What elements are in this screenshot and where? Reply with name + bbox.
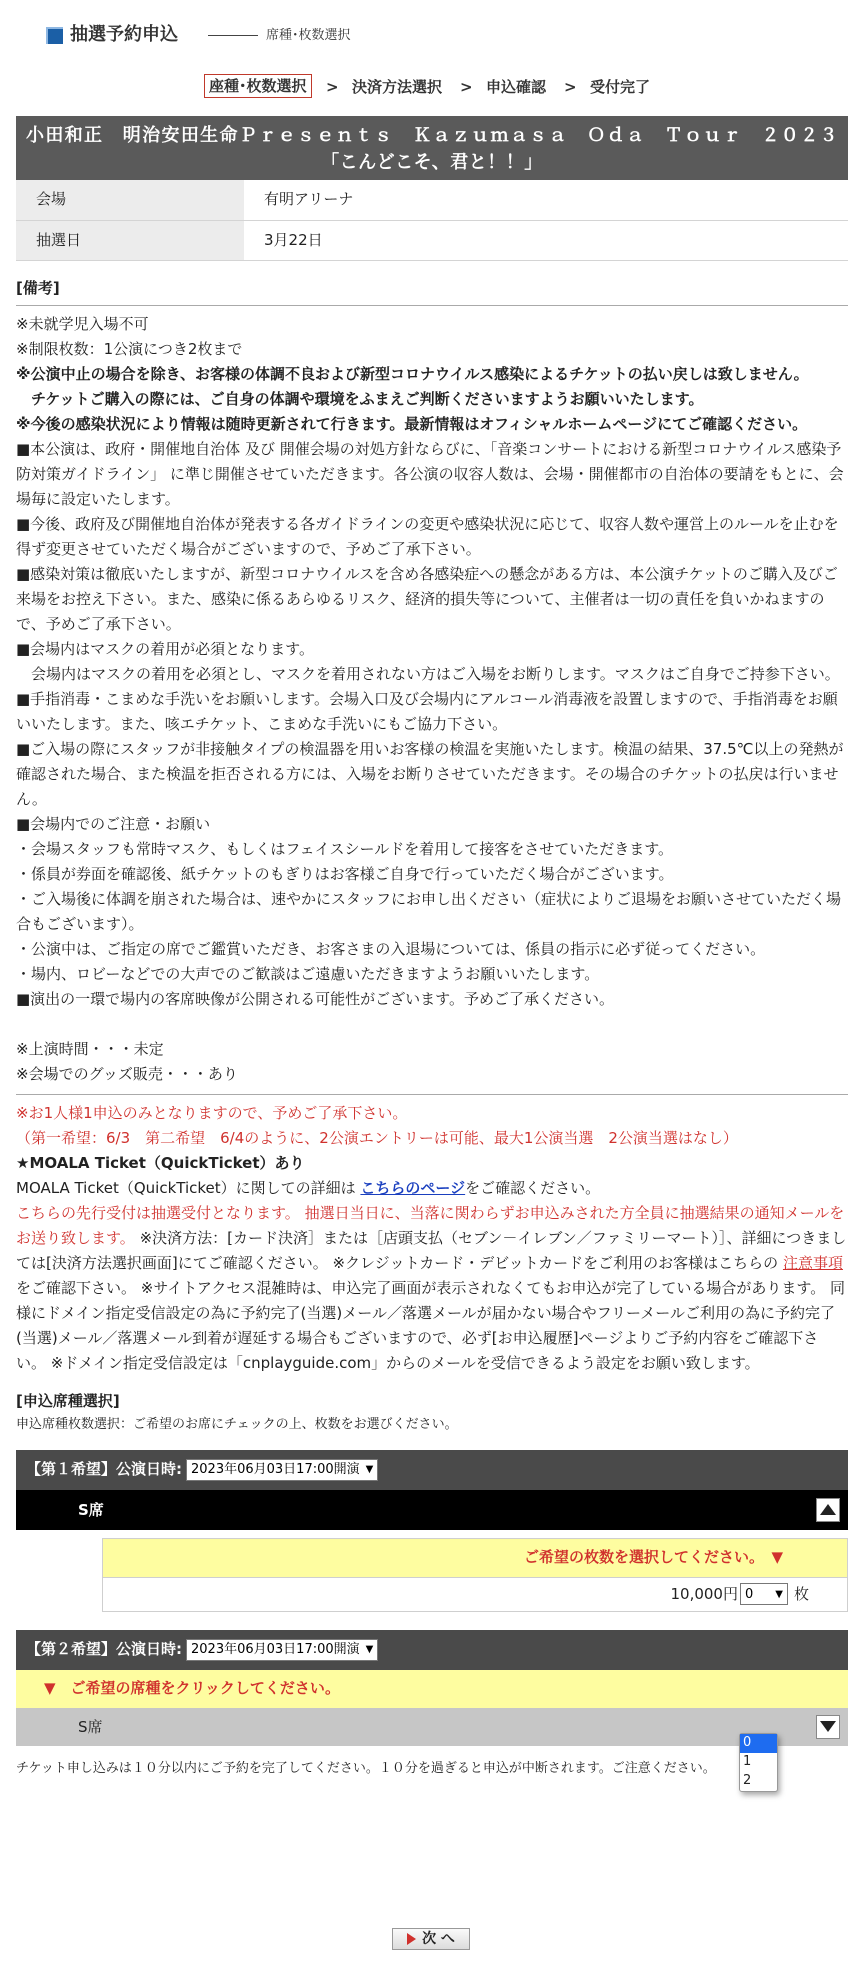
next-button-label: 次 へ bbox=[422, 1930, 455, 1947]
qty-dropdown-list bbox=[739, 1733, 778, 1792]
event-title-line1: 小田和正 明治安田生命Ｐｒｅｓｅｎｔｓ Ｋａｚｕｍａｓａ Ｏｄａ Ｔｏｕｒ ２０２３ bbox=[26, 125, 838, 146]
chevron-down-icon: ▼ bbox=[775, 1588, 783, 1600]
remark-line: ■今後、政府及び開催地自治体が発表する各ガイドラインの変更や感染状況に応じて、収容人数や運営上のルールを止むを得ず変更させていただく場合がございますので、予めご了承下さい。 bbox=[16, 514, 839, 558]
hope1-qty-prompt: ご希望の枚数を選択してください。 ▼ bbox=[103, 1539, 847, 1577]
notice-block bbox=[16, 1101, 848, 1376]
hope1-qty-unit: 枚 bbox=[793, 1584, 809, 1603]
remark-line: ※会場でのグッズ販売・・・あり bbox=[16, 1064, 238, 1083]
remark-line: ■会場内でのご注意・お願い bbox=[16, 814, 211, 833]
hope1-price: 10,000円 bbox=[670, 1584, 738, 1603]
hope1-date-select[interactable] bbox=[186, 1459, 378, 1481]
hope2-seat-row[interactable] bbox=[16, 1708, 848, 1746]
moala-heading: ★MOALA Ticket（QuickTicket）あり bbox=[16, 1153, 305, 1172]
remark-line: ■手指消毒・こまめな手洗いをお願いします。会場入口及び会場内にアルコール消毒液を設置しますので、手指消毒をお願いいたします。また、咳エチケット、こまめな手洗いにもご協力下さい。 bbox=[16, 689, 838, 733]
step-indicator bbox=[16, 74, 848, 104]
hope1-qty-value: 0 bbox=[744, 1586, 754, 1602]
step-item: 申込確認 bbox=[486, 78, 547, 96]
lottery-notice bbox=[16, 1201, 848, 1376]
table-row bbox=[16, 180, 848, 220]
moala-detail-post: をご確認ください。 bbox=[465, 1178, 601, 1197]
remark-line: ・ご入場後に体調を崩された場合は、速やかにスタッフにお申し出ください（症状によりご退場をお願いさせていただく場合もございます）。 bbox=[16, 889, 842, 933]
hope1-qty-select[interactable] bbox=[740, 1583, 788, 1605]
payment-notice-post: をご確認下さい。 ※サイトアクセス混雑時は、申込完了画面が表示されなくてもお申込が完了している場合があります。 同様にドメイン指定受信設定の為に予約完了(当選)メール／落選メールが届かない場合やフリーメールご利用の為に予約完了(当選)メール／落選メール到着が遅延する場合もございますので、必ず[お申込履歴]ページよりご予約内容をご確認下さい。 ※ドメイン指定受信設定は「cnplayguide.com」からのメールを受信できるよう設定をお願い致します。 bbox=[16, 1278, 845, 1372]
hope1-qty-box bbox=[102, 1538, 848, 1612]
step-current: 座種･枚数選択 bbox=[204, 74, 312, 98]
chevron-down-icon: ▼ bbox=[365, 1464, 374, 1475]
page-header bbox=[16, 0, 848, 72]
remark-line: ■ご入場の際にスタッフが非接触タイプの検温器を用いお客様の検温を実施いたします。検温の結果、37.5℃以上の発熱が確認された場合、また検温を拒否される方には、入場をお断りさせていただきます。その場合のチケットの払戻は行いません。 bbox=[16, 739, 844, 808]
remark-line: ■感染対策は徹底いたしますが、新型コロナウイルスを含め各感染症への懸念がある方は、本公演チケットのご購入及びご来場をお控え下さい。また、感染に係るあらゆるリスク、経済的損失等について、主催者は一切の責任を負いかねますので、予めご了承下さい。 bbox=[16, 564, 838, 633]
payment-notice-pre: ※決済方法：[カード決済］または［店頭支払（セブン－イレブン／ファミリーマート）］、詳細につきましては[決済方法選択画面]にてご確認ください。 ※クレジットカード・デビットカードをご利用のお客様はこちらの bbox=[16, 1228, 847, 1272]
notice-entry-rule: （第一希望：6/3 第二希望 6/4のように、2公演エントリーは可能、最大1公演当選 2公演当選はなし） bbox=[16, 1128, 738, 1147]
page-title: 抽選予約申込 bbox=[70, 24, 178, 45]
qty-option[interactable]: 1 bbox=[743, 1754, 752, 1769]
hope1-header bbox=[16, 1450, 848, 1490]
seat-selection-instructions: 申込席種枚数選択：ご希望のお席にチェックの上、枚数をお選びください。 bbox=[16, 1416, 458, 1432]
remark-line: 会場内はマスクの着用を必須とし、マスクを着用されない方はご入場をお断りします。マスクはご自身でご持参下さい。 bbox=[16, 664, 840, 683]
lottery-date-label: 抽選日 bbox=[16, 220, 244, 260]
remark-line: ※未就学児入場不可 bbox=[16, 314, 149, 333]
hope1-seat-row[interactable] bbox=[16, 1490, 848, 1530]
event-title bbox=[16, 116, 848, 180]
step-separator: > bbox=[564, 78, 577, 96]
remark-line: ※制限枚数：1公演につき2枚まで bbox=[16, 339, 243, 358]
moala-detail bbox=[16, 1176, 848, 1201]
hope1-seat-name: S席 bbox=[78, 1500, 104, 1519]
moala-page-link[interactable]: こちらのページ bbox=[360, 1178, 466, 1197]
triangle-down-icon bbox=[820, 1721, 836, 1732]
hope2-seat-name: S席 bbox=[78, 1717, 103, 1736]
hope2-date-select[interactable] bbox=[186, 1639, 378, 1661]
lottery-date-value: 3月22日 bbox=[244, 220, 848, 260]
hope1-qty-row bbox=[103, 1577, 847, 1611]
hope2-header bbox=[16, 1630, 848, 1670]
caution-link[interactable]: 注意事項 bbox=[782, 1253, 843, 1272]
hope1-label: 【第１希望】公演日時: bbox=[26, 1460, 182, 1478]
qty-option[interactable]: 0 bbox=[740, 1734, 777, 1753]
remark-line: ※今後の感染状況により情報は随時更新されて行きます。最新情報はオフィシャルホームページにてご確認ください。 bbox=[16, 414, 808, 433]
hope2-date-value: 2023年06月03日17:00開演 bbox=[191, 1642, 360, 1657]
moala-detail-pre: MOALA Ticket（QuickTicket）に関しての詳細は bbox=[16, 1178, 361, 1197]
remark-line: ・係員が券面を確認後、紙チケットのもぎりはお客様ご自身で行っていただく場合がございます。 bbox=[16, 864, 674, 883]
lottery-notice-red: こちらの先行受付は抽選受付となります。 抽選日当日に、当落に関わらずお申込みされた方全員に抽選結果の通知メールをお送り致します。 bbox=[16, 1203, 845, 1247]
triangle-up-icon bbox=[820, 1504, 836, 1515]
hope2-label: 【第２希望】公演日時: bbox=[26, 1640, 182, 1658]
step-item: 決済方法選択 bbox=[352, 78, 443, 96]
event-title-line2: 「こんどこそ、君と！！」 bbox=[321, 152, 543, 173]
step-separator: > bbox=[326, 78, 339, 96]
page-subtitle: 席種･枚数選択 bbox=[266, 28, 351, 43]
remark-line: ■本公演は、政府・開催地自治体 及び 開催会場の対処方針ならびに、「音楽コンサートにおける新型コロナウイルス感染予防対策ガイドライン」 に準じ開催させていただきます。各公演の収容人数は、会場・開催都市の自治体の要請をもとに、会場毎に設定いたします。 bbox=[16, 439, 844, 508]
hope1-section bbox=[16, 1450, 848, 1612]
section-square-icon bbox=[46, 27, 63, 44]
event-info-table bbox=[16, 180, 848, 261]
remark-line bbox=[16, 1012, 848, 1037]
table-row bbox=[16, 220, 848, 260]
chevron-down-icon: ▼ bbox=[365, 1644, 374, 1655]
hope2-seat-prompt: ▼ ご希望の席種をクリックしてください。 bbox=[16, 1670, 848, 1708]
hope1-date-value: 2023年06月03日17:00開演 bbox=[191, 1462, 360, 1477]
next-button[interactable] bbox=[392, 1928, 470, 1950]
remarks-heading: [備考] bbox=[16, 277, 848, 306]
step-item: 受付完了 bbox=[590, 78, 651, 96]
expand-button[interactable] bbox=[816, 1715, 840, 1739]
venue-value: 有明アリーナ bbox=[244, 180, 848, 220]
remark-line: チケットご購入の際には、ご自身の体調や環境をふまえご判断くださいますようお願いいたします。 bbox=[16, 389, 704, 408]
remark-line: ・公演中は、ご指定の席でご鑑賞いただき、お客さまの入退場については、係員の指示に必ず従ってください。 bbox=[16, 939, 766, 958]
qty-option[interactable]: 2 bbox=[743, 1773, 752, 1788]
step-separator: > bbox=[460, 78, 473, 96]
arrow-right-icon bbox=[407, 1933, 416, 1945]
time-limit-note: チケット申し込みは１０分以内にご予約を完了してください。１０分を過ぎると申込が中断されます。ご注意ください。 bbox=[16, 1760, 716, 1776]
seat-selection-heading: [申込席種選択] bbox=[16, 1391, 120, 1410]
venue-label: 会場 bbox=[16, 180, 244, 220]
collapse-button[interactable] bbox=[816, 1498, 840, 1522]
hope2-section bbox=[16, 1630, 848, 1746]
remark-line: ■演出の一環で場内の客席映像が公開される可能性がございます。予めご了承ください。 bbox=[16, 989, 614, 1008]
title-divider bbox=[208, 35, 258, 36]
remark-line: ※公演中止の場合を除き、お客様の体調不良および新型コロナウイルス感染によるチケットの払い戻しは致しません。 bbox=[16, 364, 809, 383]
remark-line: ■会場内はマスクの着用が必須となります。 bbox=[16, 639, 314, 658]
remarks-list bbox=[16, 312, 848, 1087]
remark-line: ※上演時間・・・未定 bbox=[16, 1039, 164, 1058]
remark-line: ・会場スタッフも常時マスク、もしくはフェイスシールドを着用して接客をさせていただきます。 bbox=[16, 839, 674, 858]
divider bbox=[16, 1094, 848, 1095]
notice-one-per-person: ※お1人様1申込のみとなりますので、予めご了承下さい。 bbox=[16, 1103, 408, 1122]
remark-line: ・場内、ロビーなどでの大声でのご歓談はご遠慮いただきますようお願いいたします。 bbox=[16, 964, 600, 983]
